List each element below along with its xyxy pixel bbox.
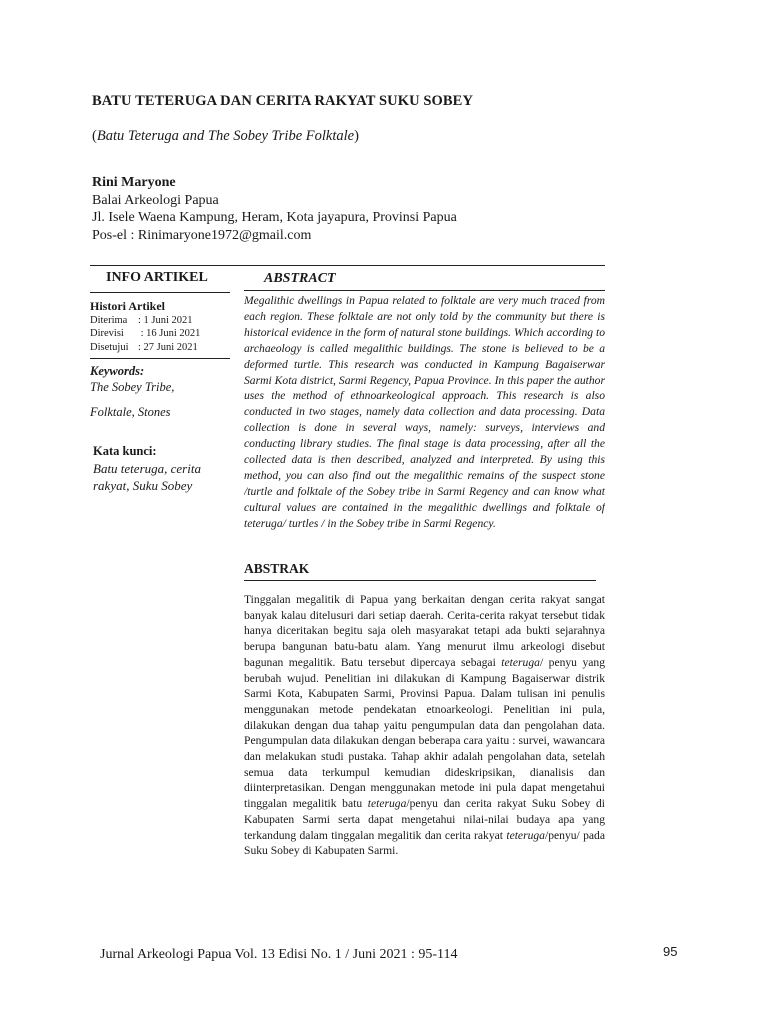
- abstract-text[interactable]: Megalithic dwellings in Papua related to folktale are very much traced from each region. These folktale are not only told by the community but there is historical evidence in the form of natural stone buildings. Which according to archaeology is called megalithic buildings. The stone is believed to be a deformed turtle. This research was conducted in Kampung Bagaiserwar Sarmi Kota district, Sarmi Regency, Papua Province. In this paper the author uses the method of ethnoarkeological approach. This research is also conducted in two stages, namely data collection and data processing. Data collection is done in several ways, namely: surveys, interviews and conducting library studies. The final stage is data processing, after all the collected data is then described, analyzed and interpreted. By using this method, you can also find out the megalithic remains of the suspect stone /turtle and folktale of the Sobey tribe in Sarmi Regency and can know what cultural values are contained in the megalithic dwellings and folktale of teteruga/ turtles / in the Sobey tribe in Sarmi Regency.: [244, 294, 605, 530]
- abstrak-rule: [244, 580, 596, 581]
- top-rule: [90, 265, 605, 266]
- abstrak-part-1: Tinggalan megalitik di Papua yang berkaitan dengan cerita rakyat sangat banyak kalau ditelusuri dari setiap daerah. Cerita-cerita rakyat tersebut tidak hanya diceritakan begitu saja oleh masyarakat tetapi ada bukti sejarahnya berupa bangunan batu-batu alam. Yang menurut ilmu arkeologi disebut bagunan megalitik. Batu tersebut dipercaya sebagai: [244, 593, 605, 669]
- history-received-value: : 1 Juni 2021: [138, 315, 193, 326]
- history-approved-label: Disetujui: [90, 342, 129, 353]
- abstrak-part-2: / penyu yang berubah wujud. Penelitian ini dilakukan di Kampung Bagaiserwar distrik Sarmi Kota, Kabupaten Sarmi, Provinsi Papua. Dalam tulisan ini penulis menggunakan metode pendekatan etnoarkeologi. Penelitian ini pula, dilakukan dengan dua tahap yaitu pengumpulan data dan pengolahan data. Pengumpulan data dilakukan dengan beberapa cara yaitu : survei, wawancara dan melakukan studi pustaka. Tahap akhir adalah pengolahan data, setelah semua data terkumpul kemudian dideskripsikan, dianalisis dan diinterpretasikan. Dengan menggunakan metode ini pula dapat mengetahui tinggalan megalitik batu: [244, 655, 605, 811]
- abstrak-part-3: /penyu dan cerita rakyat Suku Sobey di Kabupaten Sarmi serta dapat mengetahui nilai-nilai budaya apa yang terkandung dalam tinggalan megalitik dan cerita rakyat: [244, 797, 605, 842]
- journal-footer: Jurnal Arkeologi Papua Vol. 13 Edisi No. 1 / Juni 2021 : 95-114: [100, 947, 458, 962]
- info-rule: [90, 292, 230, 293]
- kata-kunci-text: Batu teteruga, cerita rakyat, Suku Sobey: [93, 461, 201, 493]
- history-approved: [90, 342, 198, 353]
- history-revised-label: Direvisi: [90, 328, 124, 339]
- history-heading: Histori Artikel: [90, 299, 165, 313]
- page-number: 95: [663, 944, 678, 959]
- subtitle-close-paren: ): [354, 128, 359, 144]
- subtitle-open-paren: (: [92, 128, 97, 144]
- paper-title: BATU TETERUGA DAN CERITA RAKYAT SUKU SOBEY: [92, 93, 474, 109]
- history-received: [90, 315, 193, 326]
- history-approved-value: : 27 Juni 2021: [138, 342, 198, 353]
- subtitle-text: Batu Teteruga and The Sobey Tribe Folktale: [96, 128, 355, 144]
- kata-kunci-heading: Kata kunci:: [93, 444, 157, 458]
- keywords-heading: Keywords:: [90, 364, 145, 378]
- keywords-rule: [90, 358, 230, 359]
- info-artikel-heading: INFO ARTIKEL: [106, 270, 208, 285]
- author-email: Pos-el : Rinimaryone1972@gmail.com: [92, 228, 312, 243]
- author-name: Rini Maryone: [92, 175, 176, 190]
- paper-subtitle: [92, 128, 359, 145]
- abstrak-term-3: teteruga: [506, 828, 545, 842]
- author-institution: Balai Arkeologi Papua: [92, 193, 219, 208]
- history-received-label: Diterima: [90, 315, 128, 326]
- abstrak-part-4: /penyu/ pada Suku Sobey di Kabupaten Sarmi.: [244, 828, 605, 858]
- abstract-rule: [244, 290, 605, 291]
- author-address: Jl. Isele Waena Kampung, Heram, Kota jayapura, Provinsi Papua: [92, 210, 457, 225]
- keywords-line-2: Folktale, Stones: [90, 405, 171, 419]
- history-revised-value: : 16 Juni 2021: [138, 328, 201, 339]
- abstrak-term-2: teteruga: [367, 797, 407, 811]
- keywords-line-1: The Sobey Tribe,: [90, 380, 175, 394]
- abstrak-text: [244, 592, 605, 859]
- abstrak-heading: ABSTRAK: [244, 561, 310, 576]
- abstract-heading: ABSTRACT: [264, 271, 336, 286]
- history-revised: [90, 328, 200, 339]
- abstrak-term-1: teteruga: [501, 655, 540, 669]
